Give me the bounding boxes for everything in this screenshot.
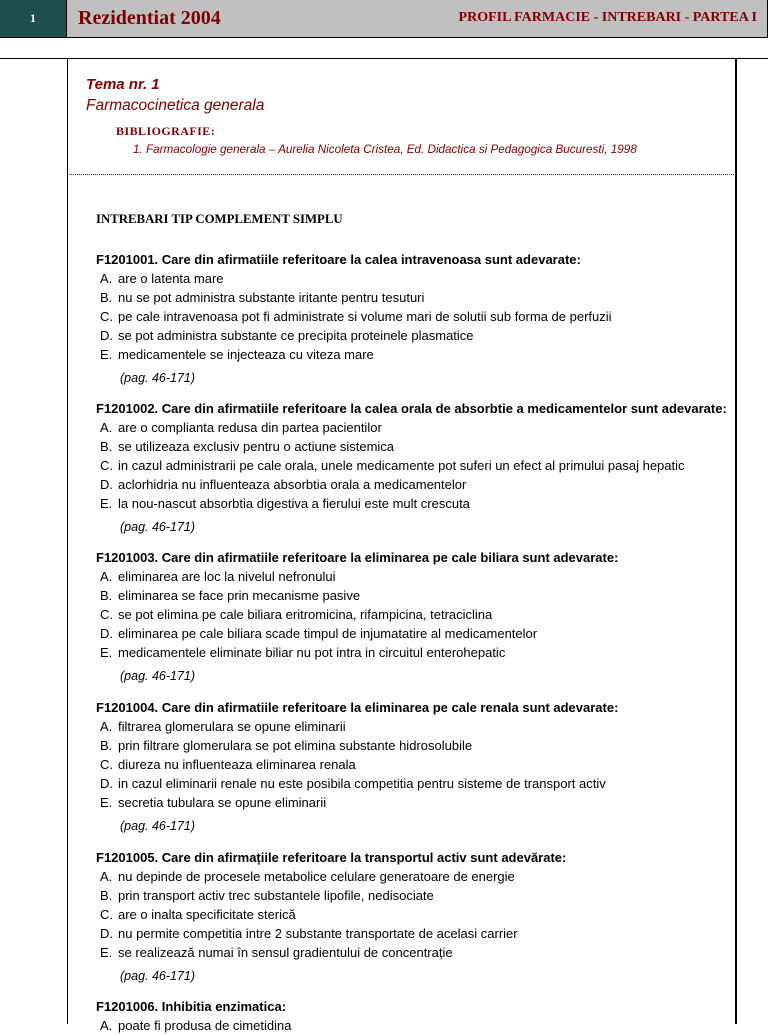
option-text: poate fi produsa de cimetidina [118,1017,292,1033]
question-title: F1201003. Care din afirmatiile referitoare la eliminarea pe cale biliara sunt adevarate: [96,549,619,565]
option-letter: D. [100,327,113,343]
option-letter: C. [100,606,113,622]
option-letter: D. [100,925,113,941]
question [96,997,736,1033]
section-title: INTREBARI TIP COMPLEMENT SIMPLU [96,212,343,226]
answer-option [96,1016,736,1033]
page-header [0,0,768,38]
answer-option [96,624,736,643]
answer-option [96,288,736,307]
option-letter: E. [100,346,113,362]
answer-option [96,774,736,793]
option-letter: B. [100,438,113,454]
option-text: filtrarea glomerulara se opune eliminarii [118,718,346,734]
answer-option [96,494,736,513]
question [96,698,736,837]
document-section: PROFIL FARMACIE - INTREBARI - PARTEA I [458,10,757,25]
option-text: prin filtrare glomerulara se pot elimina substante hidrosolubile [118,737,473,753]
answer-option [96,867,736,886]
answer-option [96,943,736,962]
option-text: in cazul eliminarii renale nu este posibila competitia pentru sisteme de transport activ [118,775,606,791]
question [96,548,736,687]
answer-option [96,269,736,288]
option-text: eliminarea se face prin mecanisme pasive [118,587,361,603]
page-reference: (pag. 46-171) [120,520,196,534]
page-reference: (pag. 46-171) [120,819,196,833]
option-text: are o latenta mare [118,270,224,286]
answer-option [96,418,736,437]
option-text: medicamentele se injecteaza cu viteza mare [118,346,374,362]
option-text: se realizează numai în sensul gradientului de concentrație [118,944,453,960]
option-letter: D. [100,476,113,492]
answer-option [96,307,736,326]
option-letter: A. [100,868,113,884]
option-text: pe cale intravenoasa pot fi administrate si volume mari de solutii sub forma de perfuzii [118,308,612,324]
page-reference: (pag. 46-171) [120,969,196,983]
bibliography-label: BIBLIOGRAFIE: [116,124,216,138]
option-letter: A. [100,270,113,286]
option-text: medicamentele eliminate biliar nu pot intra in circuitul enterohepatic [118,644,506,660]
option-letter: E. [100,644,113,660]
dotted-separator [67,174,736,175]
option-letter: B. [100,289,113,305]
answer-option [96,345,736,364]
option-letter: C. [100,457,113,473]
option-text: eliminarea pe cale biliara scade timpul de injumatatire al medicamentelor [118,625,538,641]
option-letter: E. [100,495,113,511]
option-text: nu permite competitia intre 2 substante transportate de acelasi carrier [118,925,518,941]
left-margin-rule [67,58,68,1024]
option-letter: C. [100,308,113,324]
option-text: nu se pot administra substante iritante pentru tesuturi [118,289,425,305]
answer-option [96,326,736,345]
page-reference: (pag. 46-171) [120,669,196,683]
answer-option [96,924,736,943]
option-text: in cazul administrarii pe cale orala, unele medicamente pot suferi un efect al primului pasaj hepatic [118,457,685,473]
option-text: se utilizeaza exclusiv pentru o actiune sistemica [118,438,395,454]
answer-option [96,886,736,905]
option-letter: A. [100,568,113,584]
option-letter: B. [100,737,113,753]
option-letter: B. [100,887,113,903]
answer-option [96,717,736,736]
option-text: aclorhidria nu influenteaza absorbtia orala a medicamentelor [118,476,467,492]
answer-option [96,643,736,662]
question-title: F1201001. Care din afirmatiile referitoare la calea intravenoasa sunt adevarate: [96,251,581,267]
answer-option [96,567,736,586]
page-reference: (pag. 46-171) [120,371,196,385]
answer-option [96,456,736,475]
option-letter: B. [100,587,113,603]
option-text: prin transport activ trec substantele lipofile, nedisociate [118,887,434,903]
option-text: are o inalta specificitate sterică [118,906,296,922]
option-letter: A. [100,1017,113,1033]
question [96,399,736,538]
option-letter: A. [100,419,113,435]
answer-option [96,475,736,494]
option-text: diureza nu influenteaza eliminarea renala [118,756,356,772]
question-title: F1201004. Care din afirmatiile referitoare la eliminarea pe cale renala sunt adevarate: [96,699,619,715]
option-letter: E. [100,794,113,810]
answer-option [96,905,736,924]
option-letter: A. [100,718,113,734]
answer-option [96,437,736,456]
option-text: secretia tubulara se opune eliminarii [118,794,327,810]
option-letter: C. [100,906,113,922]
document-title: Rezidentiat 2004 [78,7,221,29]
option-letter: D. [100,775,113,791]
theme-label: Tema nr. 1 [86,76,160,93]
option-letter: D. [100,625,113,641]
option-text: nu depinde de procesele metabolice celulare generatoare de energie [118,868,515,884]
page-number-badge: 1 [0,0,67,37]
option-text: are o complianta redusa din partea pacientilor [118,419,382,435]
answer-option [96,586,736,605]
answer-option [96,755,736,774]
option-text: eliminarea are loc la nivelul nefronului [118,568,336,584]
question-title: F1201005. Care din afirmațiile referitoare la transportul activ sunt adevărate: [96,849,567,865]
answer-option [96,736,736,755]
option-letter: E. [100,944,113,960]
question [96,848,736,987]
answer-option [96,793,736,812]
option-letter: C. [100,756,113,772]
option-text: se pot elimina pe cale biliara eritromicina, rifampicina, tetraciclina [118,606,493,622]
bibliography-item: 1. Farmacologie generala – Aurelia Nicoleta Cristea, Ed. Didactica si Pedagogica Bucuresti, 1998 [133,143,637,156]
option-text: la nou-nascut absorbtia digestiva a fierului este mult crescuta [118,495,470,511]
answer-option [96,605,736,624]
theme-subtitle: Farmacocinetica generala [86,97,265,114]
top-rule [0,58,768,59]
option-text: se pot administra substante ce precipita proteinele plasmatice [118,327,474,343]
question-title: F1201002. Care din afirmatiile referitoare la calea orala de absorbtie a medicamentelor sunt adevarate: [96,400,727,416]
question-title: F1201006. Inhibitia enzimatica: [96,998,287,1014]
question [96,250,736,389]
